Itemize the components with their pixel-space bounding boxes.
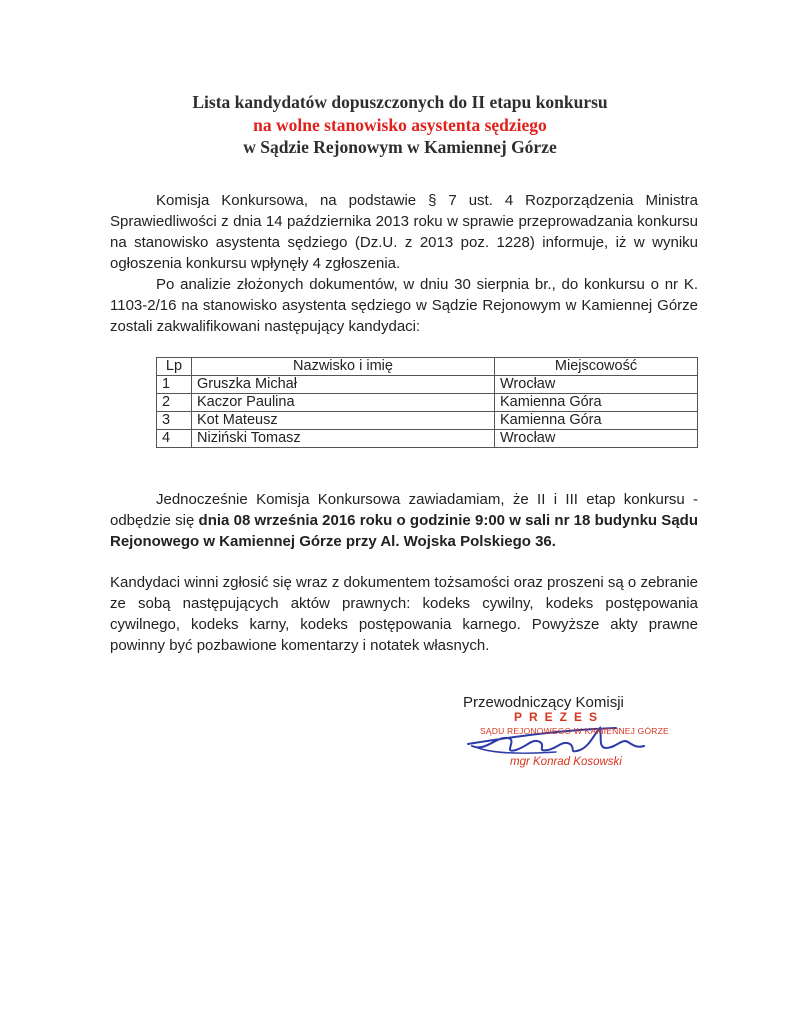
cell-name: Kaczor Paulina	[192, 394, 495, 412]
official-stamp	[466, 708, 686, 783]
table-row	[157, 376, 698, 394]
document-title-line-2: na wolne stanowisko asystenta sędziego	[253, 115, 547, 135]
column-header-lp: Lp	[157, 358, 192, 376]
cell-city: Wrocław	[495, 376, 698, 394]
candidates-table	[156, 357, 698, 448]
document-title-line-1: Lista kandydatów dopuszczonych do II etapu konkursu	[192, 92, 608, 112]
cell-name: Niziński Tomasz	[192, 430, 495, 448]
table-header-row	[157, 358, 698, 376]
stamp-court-name: SĄDU REJONOWEGO W KAMIENNEJ GÓRZE	[480, 726, 669, 736]
column-header-name: Nazwisko i imię	[192, 358, 495, 376]
paragraph-candidate-requirements: Kandydaci winni zgłosić się wraz z dokumentem tożsamości oraz proszeni są o zebranie ze sobą następujących aktów prawnych: kodeks cywilny, kodeks postępowania cywilnego, kodeks karny, kodeks postępowania karnego. Powyższe akty prawne powinny być pozbawione komentarzy i notatek własnych.	[110, 574, 698, 654]
cell-name: Kot Mateusz	[192, 412, 495, 430]
stamp-signatory-name: mgr Konrad Kosowski	[510, 756, 622, 768]
paragraph-commission-info: Komisja Konkursowa, na podstawie § 7 ust. 4 Rozporządzenia Ministra Sprawiedliwości z dnia 14 października 2013 roku w sprawie przeprowadzania konkursu na stanowisko asystenta sędziego (Dz.U. z 2013 poz. 1228) informuje, iż w wyniku ogłoszenia konkursu wpłynęły 4 zgłoszenia.	[110, 192, 698, 272]
next-stage-date-location: dnia 08 września 2016 roku o godzinie 9:00 w sali nr 18 budynku Sądu Rejonowego w Kamiennej Górze przy Al. Wojska Polskiego 36.	[110, 512, 698, 550]
cell-name: Gruszka Michał	[192, 376, 495, 394]
signature-title: Przewodniczący Komisji	[463, 694, 624, 711]
paragraph-qualified-candidates: Po analizie złożonych dokumentów, w dniu 30 sierpnia br., do konkursu o nr K. 1103-2/16 na stanowisko asystenta sędziego w Sądzie Rejonowym w Kamiennej Górze zostali zakwalifikowani następujący kandydaci:	[110, 276, 698, 335]
cell-city: Kamienna Góra	[495, 394, 698, 412]
table-row	[157, 430, 698, 448]
cell-lp: 3	[157, 412, 192, 430]
stamp-title: PREZES	[514, 710, 605, 724]
cell-lp: 1	[157, 376, 192, 394]
column-header-city: Miejscowość	[495, 358, 698, 376]
paragraph-next-stage	[110, 489, 698, 552]
table-row	[157, 412, 698, 430]
cell-lp: 4	[157, 430, 192, 448]
cell-city: Wrocław	[495, 430, 698, 448]
document-title-line-3: w Sądzie Rejonowym w Kamiennej Górze	[243, 137, 557, 157]
next-stage-intro: Jednocześnie Komisja Konkursowa zawiadamiam, że II i III etap konkursu - odbędzie się	[110, 491, 698, 529]
cell-lp: 2	[157, 394, 192, 412]
cell-city: Kamienna Góra	[495, 412, 698, 430]
table-row	[157, 394, 698, 412]
